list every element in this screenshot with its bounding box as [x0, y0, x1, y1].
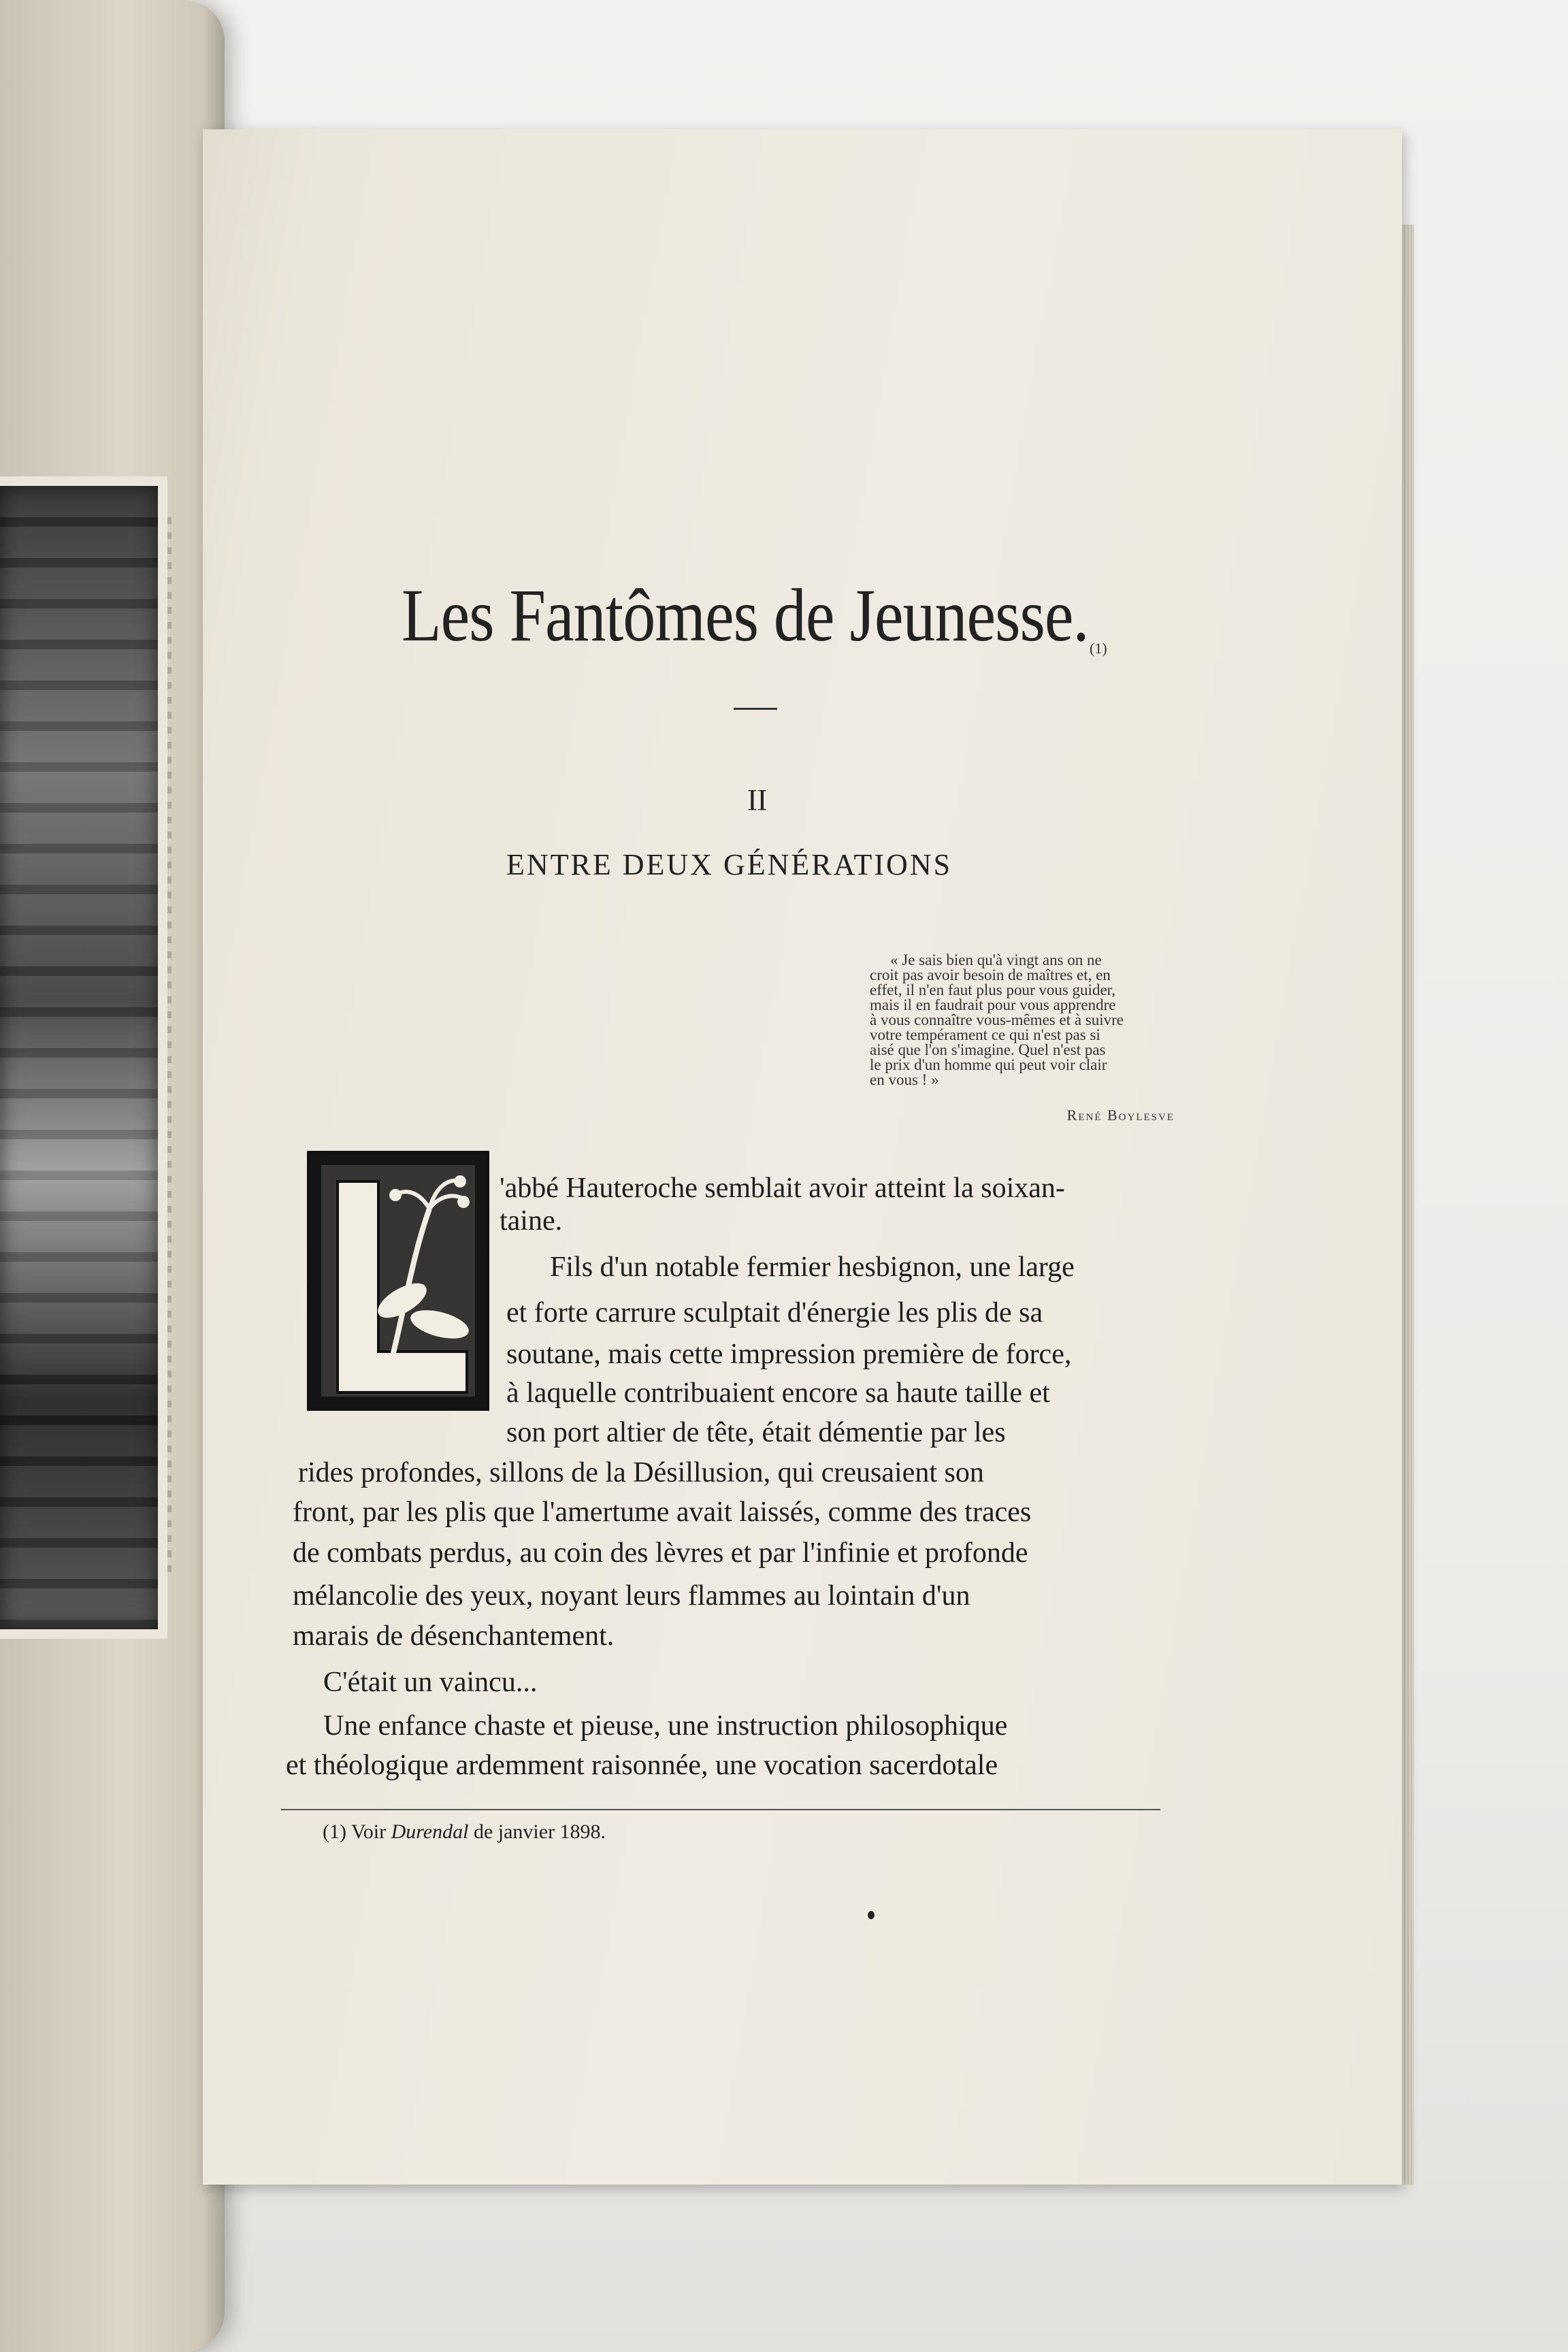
ink-speck: [868, 1911, 875, 1919]
epigraph-author: René Boylesve: [1066, 1107, 1175, 1124]
chapter-title: ENTRE DEUX GÉNÉRATIONS: [506, 848, 953, 881]
footnote: [323, 1820, 606, 1844]
footnote-prefix: (1) Voir: [323, 1820, 391, 1843]
epigraph-line: aisé que l'on s'imagine. Quel n'est pas: [870, 1041, 1106, 1058]
facing-page-photograph: [0, 476, 167, 1639]
footnote-rule: [281, 1809, 1160, 1810]
body-line: et forte carrure sculptait d'énergie les plis de sa: [506, 1297, 1043, 1328]
body-line: son port altier de tête, était démentie par les: [506, 1417, 1006, 1448]
title-footnote-marker: (1): [1090, 640, 1107, 657]
epigraph-line: « Je sais bien qu'à vingt ans on ne: [890, 951, 1102, 968]
body-line: mélancolie des yeux, noyant leurs flammes au lointain d'un: [293, 1580, 970, 1612]
body-line: Une enfance chaste et pieuse, une instruction philosophique: [323, 1710, 1008, 1742]
page-title: Les Fantômes de Jeunesse.: [402, 573, 1089, 657]
page-stack-edge: [1402, 225, 1414, 2185]
body-line: et théologique ardemment raisonnée, une vocation sacerdotale: [286, 1750, 998, 1781]
epigraph-line: effet, il n'en faut plus pour vous guider,: [870, 981, 1116, 998]
epigraph-line: croit pas avoir besoin de maîtres et, en: [870, 966, 1111, 983]
footnote-journal: Durendal: [391, 1820, 469, 1843]
facing-page-caption-strip: [167, 517, 172, 1579]
chapter-number: II: [747, 783, 768, 817]
body-line: front, par les plis que l'amertume avait laissés, comme des traces: [293, 1497, 1032, 1528]
body-line: rides profondes, sillons de la Désillusion, qui creusaient son: [298, 1457, 984, 1488]
title-dash: [734, 708, 777, 710]
epigraph: [870, 953, 1176, 1088]
body-line: à laquelle contribuaient encore sa haute taille et: [506, 1377, 1050, 1409]
body-line: marais de désenchantement.: [293, 1620, 615, 1652]
footnote-suffix: de janvier 1898.: [468, 1820, 606, 1843]
body-line: Fils d'un notable fermier hesbignon, une large: [550, 1252, 1075, 1283]
body-line: de combats perdus, au coin des lèvres et par l'infinie et profonde: [293, 1537, 1028, 1569]
epigraph-line: mais il en faudrait pour vous apprendre: [870, 996, 1116, 1013]
epigraph-line: le prix d'un homme qui peut voir clair: [870, 1056, 1107, 1073]
body-line: taine.: [500, 1205, 563, 1237]
epigraph-line: à vous connaître vous-mêmes et à suivre: [870, 1011, 1124, 1028]
body-line: C'était un vaincu...: [323, 1667, 538, 1698]
dropcap-letter-l-icon: [307, 1151, 489, 1411]
epigraph-line: en vous ! »: [870, 1071, 939, 1088]
epigraph-line: votre tempérament ce qui n'est pas si: [870, 1026, 1100, 1043]
body-line: 'abbé Hauteroche semblait avoir atteint la soixan-: [500, 1173, 1065, 1204]
body-line: soutane, mais cette impression première de force,: [506, 1339, 1072, 1370]
